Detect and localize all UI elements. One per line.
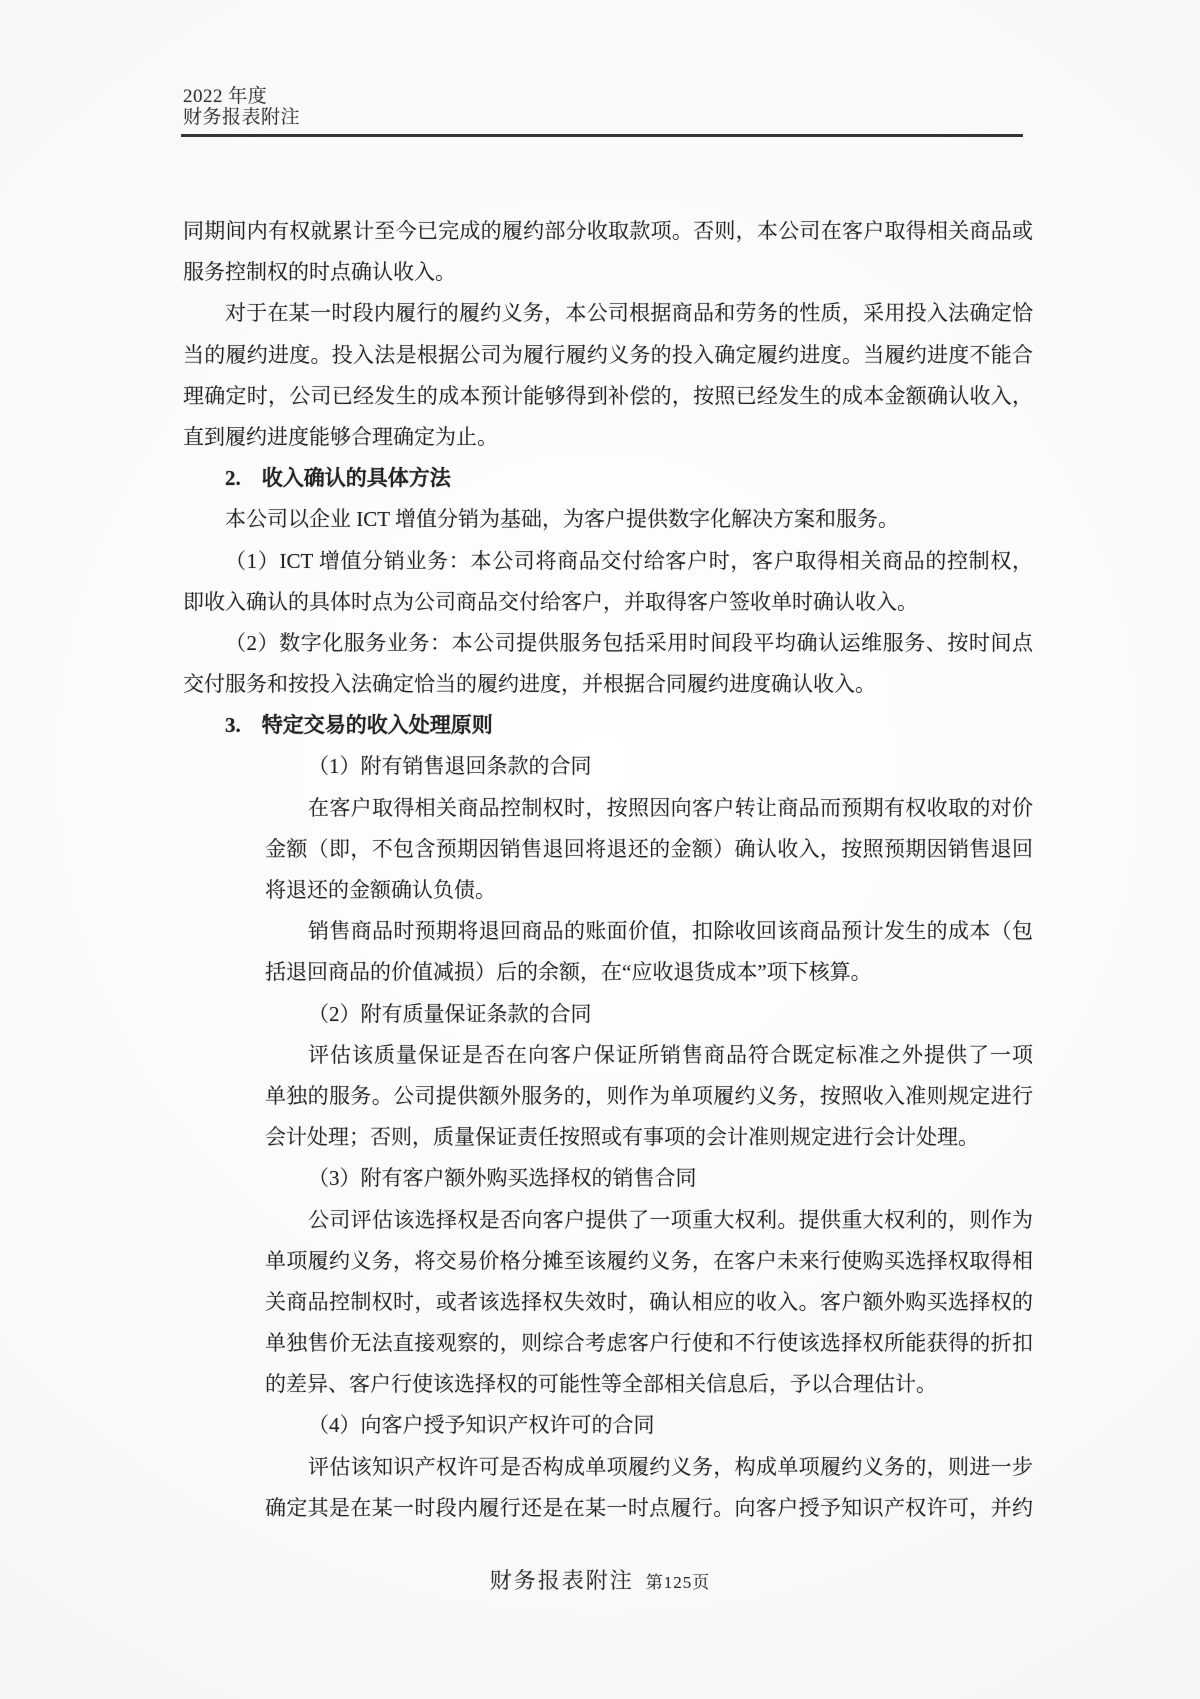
clause-heading: （2）附有质量保证条款的合同 — [308, 1001, 592, 1026]
text-line: 确定其是在某一时段内履行还是在某一时点履行。向客户授予知识产权许可，并约 — [265, 1495, 1033, 1520]
page-header — [183, 86, 300, 128]
text-line: 理确定时，公司已经发生的成本预计能够得到补偿的，按照已经发生的成本金额确认收入， — [183, 383, 1033, 408]
footer-title: 财务报表附注 — [489, 1568, 634, 1593]
text-line: 对于在某一时段内履行的履约义务，本公司根据商品和劳务的性质，采用投入法确定恰 — [225, 301, 1033, 326]
text-line: 评估该知识产权许可是否构成单项履约义务，构成单项履约义务的，则进一步 — [308, 1454, 1033, 1479]
text-line: 单项履约义务，将交易价格分摊至该履约义务，在客户未来行使购买选择权取得相 — [265, 1248, 1033, 1273]
text-line: （2）数字化服务业务：本公司提供服务包括采用时间段平均确认运维服务、按时间点 — [225, 630, 1033, 655]
text-line: 关商品控制权时，或者该选择权失效时，确认相应的收入。客户额外购买选择权的 — [265, 1289, 1033, 1314]
text-line: 公司评估该选择权是否向客户提供了一项重大权利。提供重大权利的，则作为 — [308, 1207, 1033, 1232]
page-footer — [0, 1561, 1200, 1604]
text-line: 直到履约进度能够合理确定为止。 — [183, 424, 498, 449]
text-line: 会计处理；否则，质量保证责任按照或有事项的会计准则规定进行会计处理。 — [265, 1125, 979, 1150]
text-line: 括退回商品的价值减损）后的余额，在“应收退货成本”项下核算。 — [265, 960, 872, 985]
text-line: 交付服务和按投入法确定恰当的履约进度，并根据合同履约进度确认收入。 — [183, 672, 876, 697]
clause-heading: （1）附有销售退回条款的合同 — [308, 754, 592, 779]
footer-page-number: 第125页 — [645, 1573, 711, 1592]
report-title: 财务报表附注 — [183, 107, 301, 128]
clause-heading: （4）向客户授予知识产权许可的合同 — [308, 1413, 655, 1438]
text-line: 在客户取得相关商品控制权时，按照因向客户转让商品而预期有权收取的对价 — [308, 795, 1033, 820]
text-line: 单独的服务。公司提供额外服务的，则作为单项履约义务，按照收入准则规定进行 — [265, 1083, 1033, 1108]
text-line: （1）ICT 增值分销业务：本公司将商品交付给客户时，客户取得相关商品的控制权， — [225, 548, 1033, 573]
text-line: 服务控制权的时点确认收入。 — [183, 260, 456, 285]
section-heading: 3. 特定交易的收入处理原则 — [225, 713, 493, 738]
document-body — [183, 211, 1033, 1529]
text-line: 的差异、客户行使该选择权的可能性等全部相关信息后，予以合理估计。 — [265, 1372, 937, 1397]
section-heading: 2. 收入确认的具体方法 — [225, 466, 451, 491]
text-line: 金额（即，不包含预期因销售退回将退还的金额）确认收入，按照预期因销售退回 — [265, 836, 1033, 861]
text-line: 销售商品时预期将退回商品的账面价值，扣除收回该商品预计发生的成本（包 — [308, 919, 1033, 944]
text-line: 本公司以企业 ICT 增值分销为基础，为客户提供数字化解决方案和服务。 — [225, 507, 899, 532]
header-divider — [181, 134, 1023, 137]
text-line: 即收入确认的具体时点为公司商品交付给客户，并取得客户签收单时确认收入。 — [183, 589, 918, 614]
text-line: 将退还的金额确认负债。 — [265, 878, 496, 902]
text-line: 同期间内有权就累计至今已完成的履约部分收取款项。否则，本公司在客户取得相关商品或 — [183, 219, 1033, 243]
clause-heading: （3）附有客户额外购买选择权的销售合同 — [308, 1166, 697, 1191]
text-line: 单独售价无法直接观察的，则综合考虑客户行使和不行使该选择权所能获得的折扣 — [265, 1331, 1033, 1356]
report-year: 2022 年度 — [183, 86, 268, 107]
text-line: 当的履约进度。投入法是根据公司为履行履约义务的投入确定履约进度。当履约进度不能合 — [183, 342, 1033, 367]
text-line: 评估该质量保证是否在向客户保证所销售商品符合既定标准之外提供了一项 — [308, 1042, 1033, 1067]
